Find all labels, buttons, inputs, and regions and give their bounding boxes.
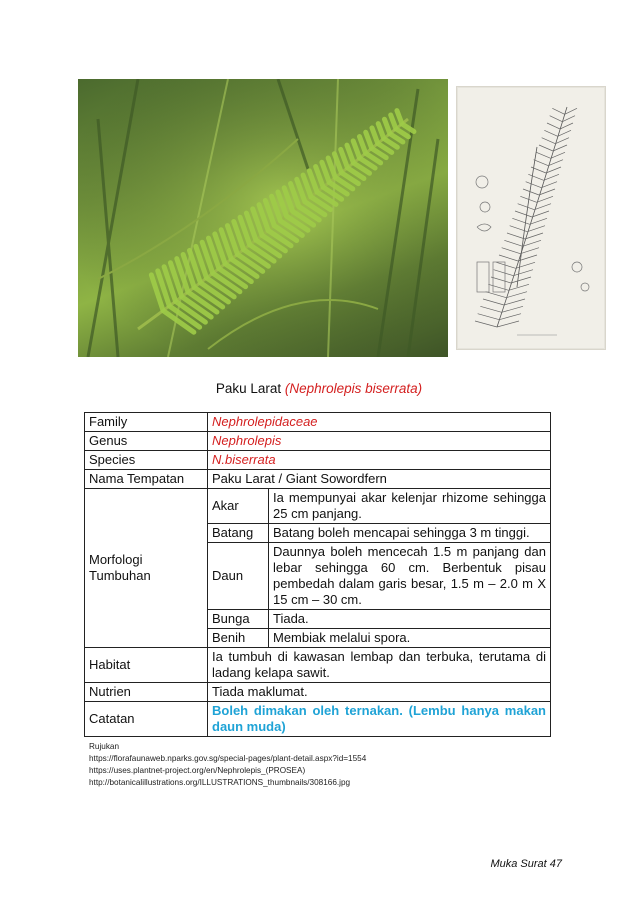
illustration-pinna xyxy=(536,152,550,158)
illustration-pinna xyxy=(499,255,518,261)
illustration-pinna xyxy=(502,248,521,254)
habitat-value: Ia tumbuh di kawasan lembap dan terbuka, terutama di ladang kelapa sawit. xyxy=(208,648,551,683)
references-heading: Rujukan xyxy=(89,742,120,751)
common-name: Paku Larat xyxy=(215,381,282,396)
desc-daun: Daunnya boleh mencecah 1.5 m panjang dan lebar sehingga 60 cm. Berbentuk pisau pembedah dalam garis besar, 1.5 m – 2.0 m X 15 cm – 30 cm. xyxy=(269,543,551,610)
morphology-label-line1: Morfologi xyxy=(89,552,143,567)
family-value: Nephrolepidaceae xyxy=(208,413,551,432)
table-row-genus xyxy=(85,432,551,451)
illustration-pinna xyxy=(512,218,529,224)
illustration-pinna xyxy=(511,277,531,283)
illustration-pinna xyxy=(539,145,553,151)
illustration-pinna xyxy=(499,314,521,320)
illustration-pinna xyxy=(497,321,519,327)
illustration-pinna xyxy=(502,306,523,312)
species-label: Species xyxy=(85,451,208,470)
illustration-pinna xyxy=(507,233,525,239)
table-row-species xyxy=(85,451,551,470)
desc-akar: Ia mempunyai akar kelenjar rhizome sehingga 25 cm panjang. xyxy=(269,489,551,524)
illustration-pinna xyxy=(486,292,507,298)
botanical-illustration xyxy=(456,86,606,350)
illustration-pinna xyxy=(523,189,539,195)
table-row-notes xyxy=(85,702,551,737)
desc-batang: Batang boleh mencapai sehingga 3 m tinggi. xyxy=(269,524,551,543)
plant-info-table xyxy=(84,412,551,737)
part-benih: Benih xyxy=(208,629,269,648)
illustration-pinna xyxy=(547,123,560,129)
illustration-pinna xyxy=(504,299,525,305)
fern-photo-drawing xyxy=(78,79,448,357)
fern-photo xyxy=(78,79,448,357)
illustration-pinna xyxy=(516,262,535,268)
part-akar: Akar xyxy=(208,489,269,524)
table-row-habitat xyxy=(85,648,551,683)
nutrient-value: Tiada maklumat. xyxy=(208,683,551,702)
references xyxy=(89,741,366,789)
illustration-pinna xyxy=(480,306,501,312)
illustration-pinna xyxy=(542,138,556,144)
illustration-pinna xyxy=(506,292,527,298)
species-value: N.biserrata xyxy=(208,451,551,470)
part-daun: Daun xyxy=(208,543,269,610)
illustration-pinna xyxy=(526,182,542,188)
notes-value: Boleh dimakan oleh ternakan. (Lembu hanya makan daun muda) xyxy=(208,702,551,737)
illustration-pinna xyxy=(494,270,514,276)
illustration-pinna xyxy=(491,277,511,283)
illustration-pinna xyxy=(523,240,541,246)
morphology-label-line2: Tumbuhan xyxy=(89,568,151,583)
notes-label: Catatan xyxy=(85,702,208,737)
genus-value: Nephrolepis xyxy=(208,432,551,451)
part-bunga: Bunga xyxy=(208,610,269,629)
illustration-pinna xyxy=(515,211,532,217)
scientific-name: (Nephrolepis biserrata) xyxy=(284,381,423,396)
desc-benih: Membiak melalui spora. xyxy=(269,629,551,648)
illustration-pinna xyxy=(544,130,557,136)
illustration-pinna xyxy=(496,262,515,268)
nutrient-label: Nutrien xyxy=(85,683,208,702)
illustration-pinna xyxy=(488,284,508,290)
reference-link-1[interactable]: https://florafaunaweb.nparks.gov.sg/special-pages/plant-detail.aspx?id=1554 xyxy=(89,754,367,763)
illustration-pinna xyxy=(513,270,533,276)
figure-caption xyxy=(0,381,638,396)
table-row-family xyxy=(85,413,551,432)
morphology-label xyxy=(85,489,208,648)
illustration-drawing xyxy=(457,87,605,349)
illustration-pinna xyxy=(475,321,497,327)
illustration-pinna xyxy=(478,314,500,320)
table-row-nutrient xyxy=(85,683,551,702)
illustration-pinna xyxy=(483,299,504,305)
table-row-local-name xyxy=(85,470,551,489)
reference-link-3[interactable]: http://botanicalillustrations.org/ILLUSTRATIONS_thumbnails/308166.jpg xyxy=(89,778,351,787)
family-label: Family xyxy=(85,413,208,432)
habitat-label: Habitat xyxy=(85,648,208,683)
illustration-pinna xyxy=(520,248,539,254)
part-batang: Batang xyxy=(208,524,269,543)
desc-bunga: Tiada. xyxy=(269,610,551,629)
local-name-label: Nama Tempatan xyxy=(85,470,208,489)
illustration-pinna xyxy=(518,204,535,210)
illustration-pinna xyxy=(534,160,549,166)
local-name-value: Paku Larat / Giant Sowordfern xyxy=(208,470,551,489)
page-number: Muka Surat 47 xyxy=(490,858,562,870)
illustration-pinna xyxy=(550,116,563,122)
illustration-pinna xyxy=(509,284,529,290)
illustration-pinna xyxy=(528,174,543,180)
reference-link-2[interactable]: https://uses.plantnet-project.org/en/Nephrolepis_(PROSEA) xyxy=(89,766,306,775)
genus-label: Genus xyxy=(85,432,208,451)
illustration-pinna xyxy=(504,240,522,246)
table-row-akar xyxy=(85,489,551,524)
illustration-pinna xyxy=(552,108,564,114)
